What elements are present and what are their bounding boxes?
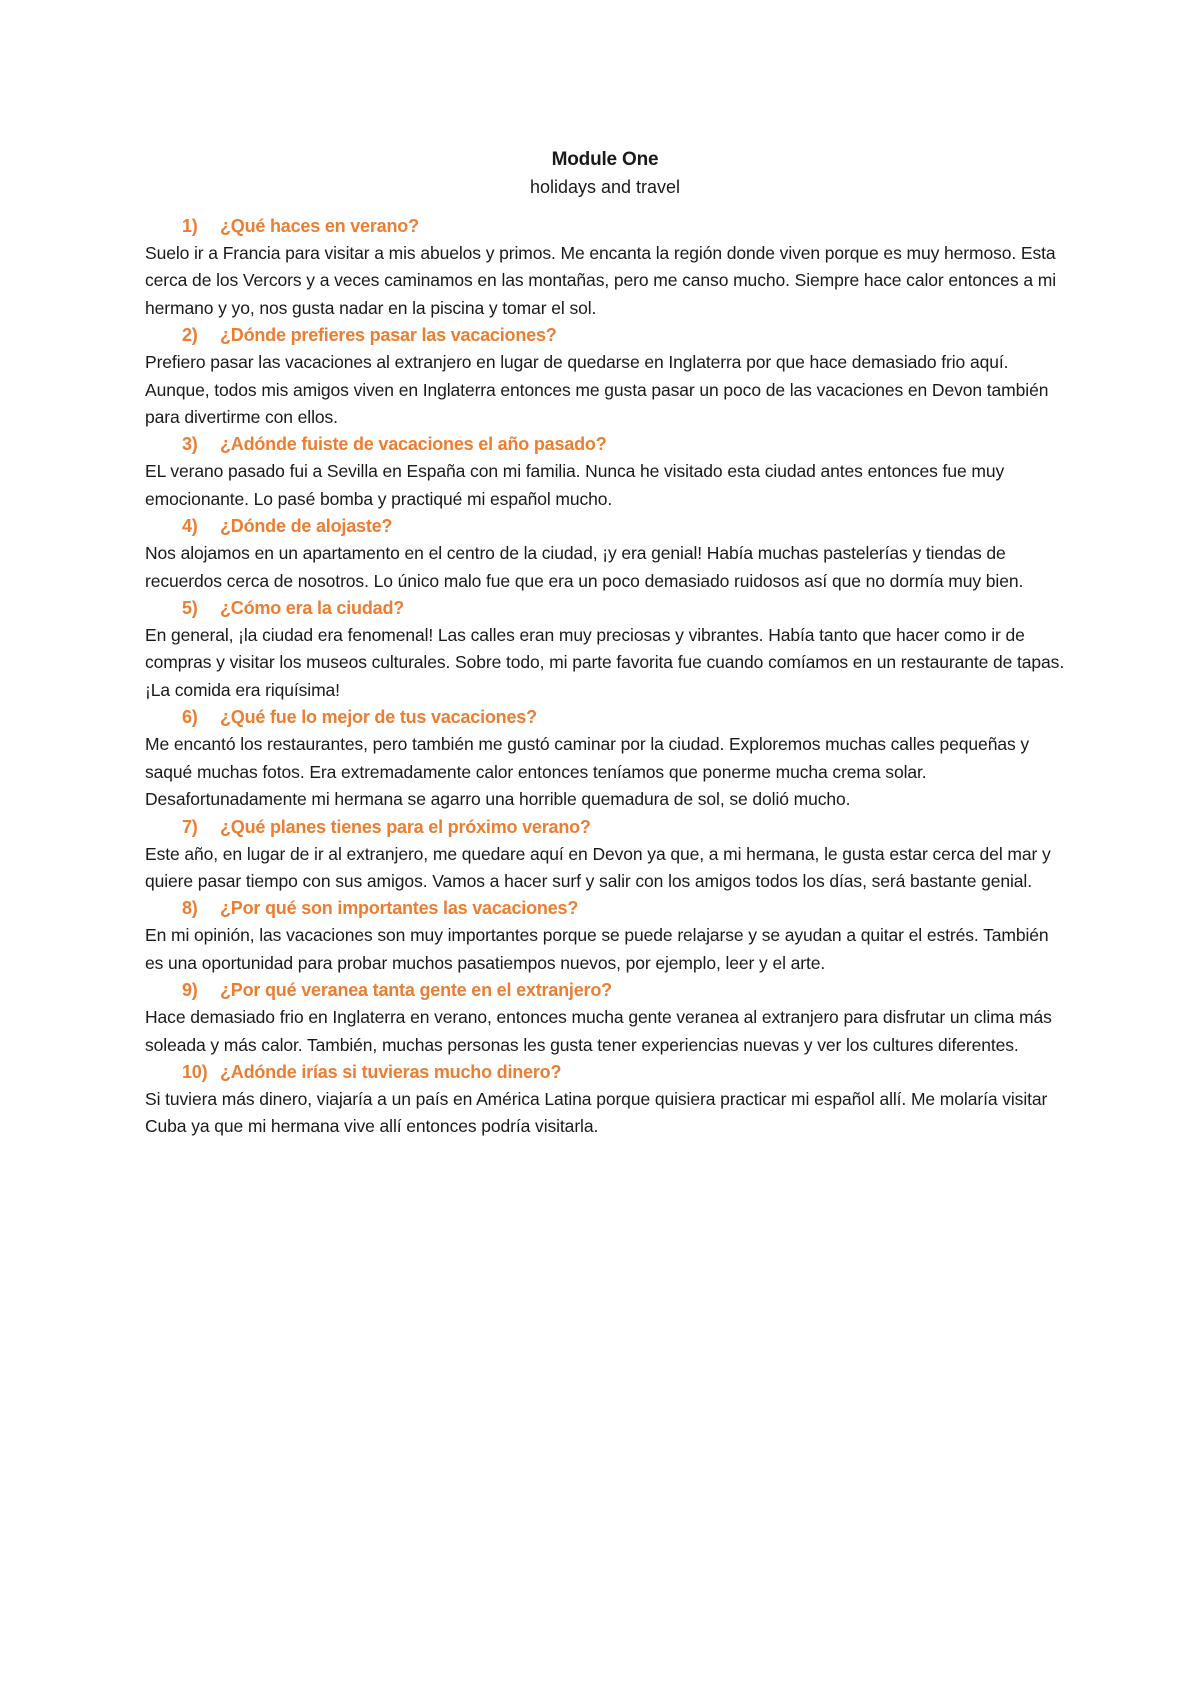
qa-item xyxy=(145,814,1065,896)
question-text: ¿Adónde fuiste de vacaciones el año pasado? xyxy=(220,434,607,455)
question-heading xyxy=(145,322,1065,349)
answer-paragraph: EL verano pasado fui a Sevilla en España con mi familia. Nunca he visitado esta ciudad antes entonces fue muy emocionante. Lo pasé bomba y practiqué mi español mucho. xyxy=(145,461,1005,509)
qa-item xyxy=(145,513,1065,595)
qa-item xyxy=(145,322,1065,431)
question-text: ¿Qué fue lo mejor de tus vacaciones? xyxy=(220,707,537,728)
qa-item xyxy=(145,977,1065,1059)
question-heading xyxy=(145,213,1065,240)
answer-paragraph: Nos alojamos en un apartamento en el centro de la ciudad, ¡y era genial! Había muchas pastelerías y tiendas de recuerdos cerca de nosotros. Lo único malo fue que era un poco demasiado ruidosos así que no dormía muy bien. xyxy=(145,543,1024,591)
question-number: 9) xyxy=(182,980,198,1001)
question-number: 5) xyxy=(182,598,198,619)
answer-paragraph: Este año, en lugar de ir al extranjero, me quedare aquí en Devon ya que, a mi hermana, le gusta estar cerca del mar y quiere pasar tiempo con sus amigos. Vamos a hacer surf y salir con los amigos todos los días, será bastante genial. xyxy=(145,843,1051,891)
answer-paragraph: Suelo ir a Francia para visitar a mis abuelos y primos. Me encanta la región donde viven porque es muy hermoso. Esta cerca de los Vercors y a veces caminamos en las montañas, pero me canso mucho. Siempre hace calor entonces a mi hermano y yo, nos gusta nadar en la piscina y tomar el sol. xyxy=(145,243,1057,318)
question-text: ¿Qué haces en verano? xyxy=(220,216,419,236)
question-text: ¿Por qué veranea tanta gente en el extranjero? xyxy=(220,980,612,1001)
question-heading xyxy=(145,431,1065,458)
question-number: 6) xyxy=(182,707,198,728)
question-text: ¿Qué planes tienes para el próximo verano? xyxy=(220,816,591,837)
question-heading xyxy=(145,513,1065,540)
document-subtitle: holidays and travel xyxy=(529,177,681,197)
document-title: Module One xyxy=(551,149,659,170)
answer-paragraph: Me encantó los restaurantes, pero también me gustó caminar por la ciudad. Exploremos muchas calles pequeñas y saqué muchas fotos. Era extremadamente calor entonces teníamos que ponerme mucha crema solar. Desafortunadamente mi hermana se agarro una horrible quemadura de sol, se dolió mucho. xyxy=(145,734,1030,810)
document-page xyxy=(145,146,1065,1141)
answer-paragraph: Si tuviera más dinero, viajaría a un país en América Latina porque quisiera practicar mi español allí. Me molaría visitar Cuba ya que mi hermana vive allí entonces podría visitarla. xyxy=(145,1088,1048,1137)
question-text: ¿Cómo era la ciudad? xyxy=(220,598,405,619)
question-number: 3) xyxy=(182,434,198,455)
question-number: 10) xyxy=(182,1061,208,1082)
answer-paragraph: Prefiero pasar las vacaciones al extranjero en lugar de quedarse en Inglaterra por que hace demasiado frio aquí. Aunque, todos mis amigos viven en Inglaterra entonces me gusta pasar un poco de las vacaciones en Devon también para divertirme con ellos. xyxy=(145,352,1049,428)
answer-paragraph: En mi opinión, las vacaciones son muy importantes porque se puede relajarse y se ayudan a quitar el estrés. También es una oportunidad para probar muchos pasatiempos nuevos, por ejemplo, leer y el arte. xyxy=(145,925,1049,973)
question-text: ¿Adónde irías si tuvieras mucho dinero? xyxy=(220,1061,562,1082)
answer-paragraph: En general, ¡la ciudad era fenomenal! Las calles eran muy preciosas y vibrantes. Había tanto que hacer como ir de compras y visitar los museos culturales. Sobre todo, mi parte favorita fue cuando comíamos en un restaurante de tapas. ¡La comida era riquísima! xyxy=(145,625,1065,700)
question-text: ¿Dónde prefieres pasar las vacaciones? xyxy=(220,325,557,346)
qa-item xyxy=(145,704,1065,813)
question-number: 8) xyxy=(182,898,198,919)
question-heading xyxy=(145,704,1065,731)
qa-item xyxy=(145,1059,1065,1141)
question-heading xyxy=(145,595,1065,622)
question-heading xyxy=(145,977,1065,1004)
qa-item xyxy=(145,431,1065,513)
question-number: 7) xyxy=(182,816,198,837)
answer-paragraph: Hace demasiado frio en Inglaterra en verano, entonces mucha gente veranea al extranjero para disfrutar un clima más soleada y más calor. También, muchas personas les gusta tener experiencias nuevas y ver los cultures diferentes. xyxy=(145,1007,1052,1055)
question-number: 2) xyxy=(182,325,198,346)
question-answer-list xyxy=(145,213,1065,1141)
question-number: 4) xyxy=(182,516,198,537)
question-heading xyxy=(145,814,1065,841)
question-text: ¿Dónde de alojaste? xyxy=(220,516,393,537)
qa-item xyxy=(145,213,1065,322)
question-number: 1) xyxy=(182,216,198,236)
qa-item xyxy=(145,895,1065,977)
qa-item xyxy=(145,595,1065,704)
question-text: ¿Por qué son importantes las vacaciones? xyxy=(220,898,579,919)
question-heading xyxy=(145,1059,1065,1086)
question-heading xyxy=(145,895,1065,922)
